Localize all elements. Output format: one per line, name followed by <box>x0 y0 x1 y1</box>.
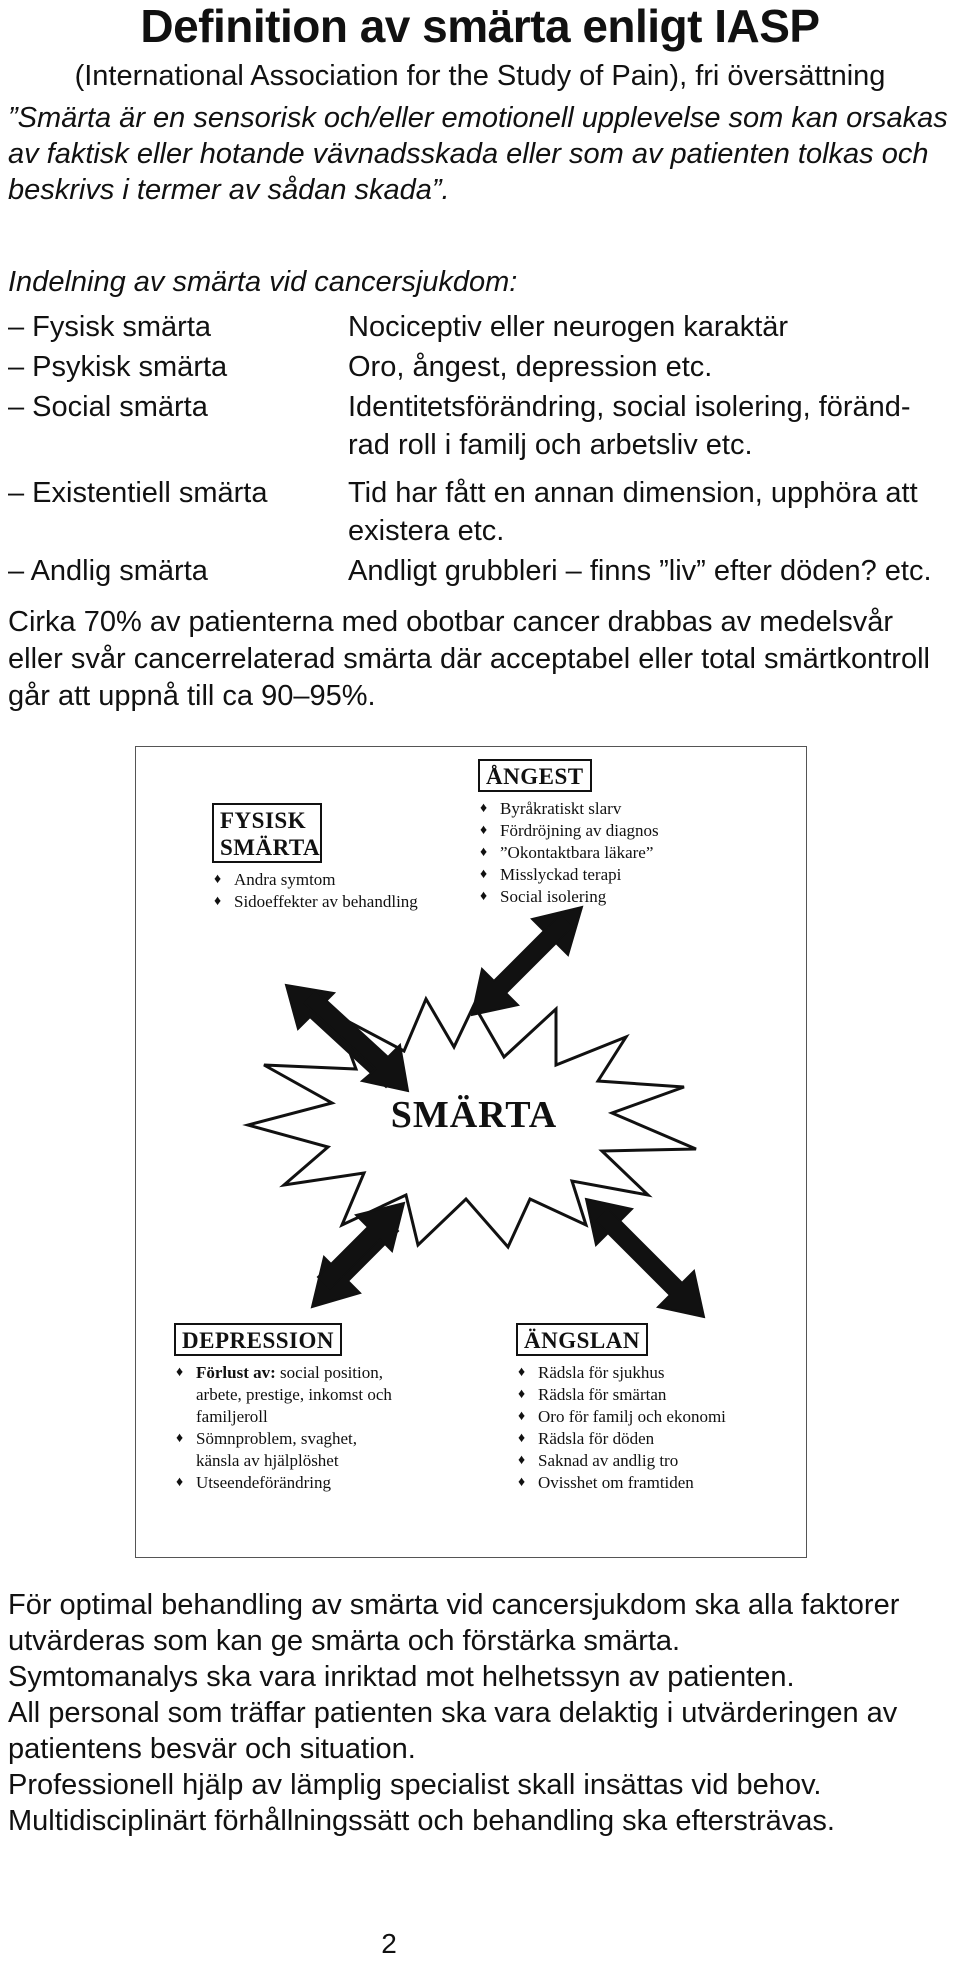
box-title: ÄNGSLAN <box>516 1323 648 1356</box>
box-angslan <box>516 1323 756 1494</box>
page-number: 2 <box>381 1928 397 1959</box>
pain-type: – Andlig smärta <box>8 555 208 587</box>
list-item: ♦ Rädsla för smärtan <box>516 1384 756 1406</box>
pain-diagram <box>135 746 807 1558</box>
pain-description: Andligt grubbleri – finns ”liv” efter döden? etc. <box>348 555 932 587</box>
pain-description: Nociceptiv eller neurogen karaktär <box>348 311 789 343</box>
box-list <box>212 869 432 913</box>
box-list <box>174 1362 404 1494</box>
footer-text <box>8 1587 952 1839</box>
list-item: ♦ Utseendeförändring <box>174 1472 404 1494</box>
classification-heading: Indelning av smärta vid cancersjukdom: <box>8 266 518 298</box>
list-item: ♦ Rädsla för sjukhus <box>516 1362 756 1384</box>
list-item: ♦ Rädsla för döden <box>516 1428 756 1450</box>
pain-type: – Social smärta <box>8 391 208 423</box>
summary-paragraph: Cirka 70% av patienterna med obotbar cancer drabbas av medelsvår eller svår cancerrelaterad smärta där acceptabel eller total smärtkontroll går att uppnå till ca 90–95%. <box>8 606 930 712</box>
pain-definition: ”Smärta är en sensorisk och/eller emotionell upplevelse som kan orsakas av faktisk eller hotande vävnadsskada eller som av patienten tolkas och beskrivs i termer av sådan skada”. <box>8 102 948 206</box>
footer-paragraph: Symtomanalys ska vara inriktad mot helhetssyn av patienten. <box>8 1661 795 1693</box>
pain-type: – Existentiell smärta <box>8 477 268 509</box>
list-item: ♦ Social isolering <box>478 886 728 908</box>
footer-paragraph: Multidisciplinärt förhållningssätt och behandling ska eftersträvas. <box>8 1805 835 1837</box>
list-item: ♦ ”Okontaktbara läkare” <box>478 842 728 864</box>
box-depression <box>174 1323 404 1494</box>
pain-description: Tid har fått en annan dimension, upphöra att existera etc. <box>348 477 918 547</box>
box-list <box>478 798 728 908</box>
list-item: ♦ Byråkratiskt slarv <box>478 798 728 820</box>
box-fysisk-smarta <box>212 803 432 913</box>
page-title: Definition av smärta enligt IASP <box>140 0 820 52</box>
arrow-bottom-right <box>586 1199 704 1317</box>
pain-type: – Psykisk smärta <box>8 351 228 383</box>
pain-description: Identitetsförändring, social isolering, föränd-rad roll i familj och arbetsliv etc. <box>348 391 911 461</box>
list-item: ♦ Fördröjning av diagnos <box>478 820 728 842</box>
box-title: ÅNGEST <box>478 759 592 792</box>
list-item: ♦ Sidoeffekter av behandling <box>212 891 432 913</box>
box-list <box>516 1362 756 1494</box>
subtitle: (International Association for the Study of Pain), fri översättning <box>74 60 886 92</box>
box-angest <box>478 759 728 908</box>
footer-paragraph: All personal som träffar patienten ska vara delaktig i utvärderingen av patientens besvär och situation. <box>8 1697 898 1765</box>
list-item: ♦ Saknad av andlig tro <box>516 1450 756 1472</box>
pain-type: – Fysisk smärta <box>8 311 212 343</box>
list-item-bold: Förlust av: <box>196 1363 276 1382</box>
list-item: ♦ Ovisshet om framtiden <box>516 1472 756 1494</box>
footer-paragraph: Professionell hjälp av lämplig specialist skall insättas vid behov. <box>8 1769 822 1801</box>
list-item-rest: social position, arbete, prestige, inkomst och familjeroll <box>196 1363 392 1426</box>
pain-description: Oro, ångest, depression etc. <box>348 351 713 383</box>
list-item: ♦ Oro för familj och ekonomi <box>516 1406 756 1428</box>
center-label-smarta: SMÄRTA <box>390 1094 558 1136</box>
box-title: FYSISK SMÄRTA <box>212 803 322 863</box>
arrow-top-right <box>472 907 582 1015</box>
list-item: ♦ Misslyckad terapi <box>478 864 728 886</box>
list-item: ♦ Sömnproblem, svaghet, känsla av hjälplöshet <box>174 1428 404 1472</box>
footer-paragraph: För optimal behandling av smärta vid cancersjukdom ska alla faktorer utvärderas som kan ge smärta och förstärka smärta. <box>8 1589 900 1657</box>
list-item <box>174 1362 404 1428</box>
box-title: DEPRESSION <box>174 1323 342 1356</box>
list-item: ♦ Andra symtom <box>212 869 432 891</box>
